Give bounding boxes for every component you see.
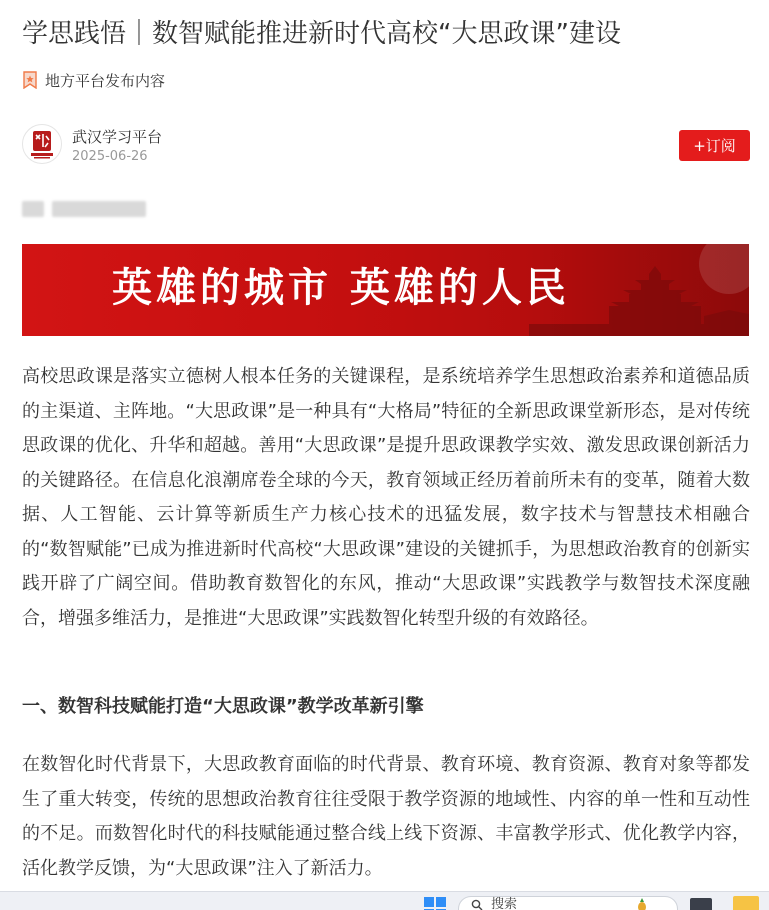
badge-icon <box>22 71 38 89</box>
blurred-text <box>22 201 146 217</box>
taskbar-search[interactable] <box>458 896 678 910</box>
article-paragraph: 高校思政课是落实立德树人根本任务的关键课程，是系统培养学生思想政治素养和道德品质的主渠道、主阵地。“大思政课”是一种具有“大格局”特征的全新思政课堂新形态，是对传统思政课的优化、升华和超越。善用“大思政课”是提升思政课教学实效、激发思政课创新活力的关键路径。在信息化浪潮席卷全球的今天，教育领域正经历着前所未有的变革，随着大数据、人工智能、云计算等新质生产力核心技术的迅猛发展，数字技术与智慧技术相融合的“数智赋能”已成为推进新时代高校“大思政课”建设的关键抓手，为思想政治教育的创新实践开辟了广阔空间。借助教育数智化的东风，推动“大思政课”实践教学与数智技术深度融合，增强多维活力，是推进“大思政课”实践数智化转型升级的有效路径。 <box>22 366 750 629</box>
article-title: 学思践悟｜数智赋能推进新时代高校“大思政课”建设 <box>22 19 621 49</box>
banner-slogan: 英雄的城市 英雄的人民 <box>112 265 570 311</box>
author-name[interactable]: 武汉学习平台 <box>72 128 163 146</box>
pineapple-icon <box>635 898 649 910</box>
article-paragraph: 在数智化时代背景下，大思政教育面临的时代背景、教育环境、教育资源、教育对象等都发生了重大转变，传统的思想政治教育往往受限于教学资源的地域性、内容的单一性和互动性的不足。而数智化时代的科技赋能通过整合线上线下资源、丰富教学形式、优化教学内容，活化教学反馈，为“大思政课”注入了新活力。 <box>22 754 750 879</box>
source-tag <box>22 68 165 92</box>
wuhan-logo-avatar[interactable] <box>22 124 62 164</box>
taskbar-search-label: 搜索 <box>491 897 518 910</box>
subscribe-button[interactable]: +订阅 <box>679 130 750 161</box>
blurred-block <box>22 201 44 217</box>
taskbar <box>0 891 769 910</box>
file-explorer-icon[interactable] <box>733 896 759 910</box>
section-heading: 一、数智科技赋能打造“大思政课”教学改革新引擎 <box>22 696 424 717</box>
hero-banner <box>22 244 749 336</box>
author-bar <box>22 124 750 168</box>
blurred-block <box>52 201 146 217</box>
taskbar-app-icon[interactable] <box>690 898 712 910</box>
source-tag-label: 地方平台发布内容 <box>45 71 166 90</box>
publish-date: 2025-06-26 <box>72 149 148 164</box>
search-icon <box>471 899 483 910</box>
windows-start-icon[interactable] <box>424 897 446 910</box>
